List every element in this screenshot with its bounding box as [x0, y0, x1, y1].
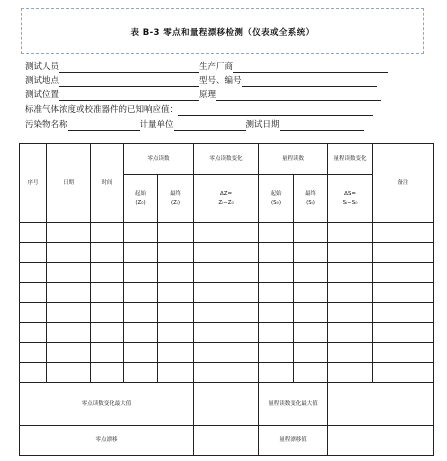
table-row — [20, 303, 434, 323]
table-cell[interactable] — [194, 263, 259, 283]
drift-table — [19, 143, 434, 456]
zero-drift-label: 零点漂移 — [20, 426, 194, 456]
table-cell[interactable] — [20, 243, 47, 263]
table-cell[interactable] — [328, 343, 373, 363]
zero-max-label: 零点读数变化最大值 — [20, 383, 194, 426]
remark-header: 备注 — [373, 144, 434, 223]
ds-formula-header — [328, 175, 373, 223]
table-cell[interactable] — [328, 223, 373, 243]
table-cell[interactable] — [47, 243, 91, 263]
info-row-3 — [25, 89, 381, 101]
date-label: 测试日期 — [245, 120, 280, 130]
table-cell[interactable] — [294, 283, 328, 303]
table-cell[interactable] — [194, 243, 259, 263]
table-cell[interactable] — [259, 323, 294, 343]
ds-formula: Sᵢ−S₀ — [342, 199, 358, 206]
date-field[interactable] — [280, 120, 364, 131]
table-cell[interactable] — [91, 303, 124, 323]
table-cell[interactable] — [158, 363, 194, 383]
dz-formula: Zᵢ−Z₀ — [218, 199, 234, 206]
table-cell[interactable] — [328, 323, 373, 343]
table-cell[interactable] — [158, 263, 194, 283]
table-cell[interactable] — [91, 343, 124, 363]
ds-label: ΔS= — [344, 190, 356, 197]
table-cell[interactable] — [194, 223, 259, 243]
table-cell[interactable] — [373, 303, 434, 323]
table-cell[interactable] — [20, 343, 47, 363]
table-cell[interactable] — [91, 243, 124, 263]
table-cell[interactable] — [194, 323, 259, 343]
table-cell[interactable] — [328, 263, 373, 283]
table-cell[interactable] — [20, 283, 47, 303]
dz-formula-header — [194, 175, 259, 223]
end-label: 最终 — [305, 190, 317, 197]
std-gas-label: 标准气体浓度或校准器件的已知响应值： — [25, 105, 179, 115]
principle-field[interactable] — [216, 90, 381, 101]
start-label: 起始 — [270, 190, 282, 197]
location-field[interactable] — [59, 76, 199, 87]
table-cell[interactable] — [124, 263, 158, 283]
table-cell[interactable] — [158, 303, 194, 323]
table-cell[interactable] — [158, 283, 194, 303]
table-cell[interactable] — [294, 343, 328, 363]
table-cell[interactable] — [194, 363, 259, 383]
table-cell[interactable] — [328, 363, 373, 383]
table-cell[interactable] — [373, 243, 434, 263]
span-max-value[interactable] — [328, 383, 434, 426]
tester-label: 测试人员 — [25, 62, 60, 72]
seq-header: 序号 — [20, 144, 47, 223]
manufacturer-field[interactable] — [233, 62, 388, 73]
table-cell[interactable] — [20, 263, 47, 283]
table-cell[interactable] — [294, 303, 328, 323]
principle-label: 原理 — [199, 90, 217, 100]
table-row — [20, 243, 434, 263]
table-cell[interactable] — [294, 223, 328, 243]
table-cell[interactable] — [259, 343, 294, 363]
table-cell[interactable] — [124, 343, 158, 363]
table-cell[interactable] — [194, 303, 259, 323]
table-cell[interactable] — [158, 323, 194, 343]
table-cell[interactable] — [373, 283, 434, 303]
table-cell[interactable] — [20, 323, 47, 343]
position-field[interactable] — [59, 90, 199, 101]
table-row — [20, 283, 434, 303]
table-cell[interactable] — [124, 243, 158, 263]
table-cell[interactable] — [47, 263, 91, 283]
start-label: 起始 — [134, 190, 146, 197]
date-header: 日期 — [47, 144, 91, 223]
table-cell[interactable] — [373, 363, 434, 383]
unit-label: 计量单位 — [139, 120, 174, 130]
zero-max-value[interactable] — [194, 383, 259, 426]
table-cell[interactable] — [194, 283, 259, 303]
table-cell[interactable] — [294, 323, 328, 343]
table-cell[interactable] — [20, 363, 47, 383]
span-reading-header: 量程读数 — [259, 144, 328, 175]
position-label: 测试位置 — [25, 90, 60, 100]
location-label: 测试地点 — [25, 76, 60, 86]
table-cell[interactable] — [259, 243, 294, 263]
manufacturer-label: 生产厂商 — [199, 62, 234, 72]
table-cell[interactable] — [47, 303, 91, 323]
table-cell[interactable] — [328, 283, 373, 303]
table-cell[interactable] — [20, 223, 47, 243]
dz-label: ΔZ= — [219, 190, 233, 197]
table-cell[interactable] — [91, 263, 124, 283]
zero-drift-value[interactable] — [194, 426, 259, 456]
table-cell[interactable] — [91, 323, 124, 343]
model-label: 型号、编号 — [199, 76, 242, 86]
table-row — [20, 323, 434, 343]
page-title: 表 B-3 零点和量程漂移检测（仪表或全系统） — [130, 28, 315, 38]
table-cell[interactable] — [124, 223, 158, 243]
tester-field[interactable] — [59, 62, 199, 73]
table-cell[interactable] — [194, 343, 259, 363]
table-cell[interactable] — [124, 323, 158, 343]
table-cell[interactable] — [373, 323, 434, 343]
pollutant-field[interactable] — [68, 120, 140, 131]
table-cell[interactable] — [124, 363, 158, 383]
pollutant-label: 污染物名称 — [25, 120, 68, 130]
table-cell[interactable] — [47, 283, 91, 303]
span-change-header: 量程读数变化 — [328, 144, 373, 175]
table-cell[interactable] — [124, 303, 158, 323]
std-gas-field[interactable] — [178, 105, 373, 116]
z0-label: (Z₀) — [135, 199, 146, 206]
table-cell[interactable] — [373, 223, 434, 243]
table-cell[interactable] — [259, 283, 294, 303]
zero-end-header — [158, 175, 194, 223]
table-cell[interactable] — [91, 283, 124, 303]
table-cell[interactable] — [373, 343, 434, 363]
table-cell[interactable] — [294, 363, 328, 383]
info-row-2 — [25, 75, 377, 87]
end-label: 最终 — [170, 190, 182, 197]
table-cell[interactable] — [47, 343, 91, 363]
table-cell[interactable] — [259, 223, 294, 243]
table-cell[interactable] — [158, 343, 194, 363]
span-end-header — [294, 175, 328, 223]
table-row — [20, 263, 434, 283]
table-cell[interactable] — [47, 223, 91, 243]
zero-reading-header: 零点读数 — [124, 144, 194, 175]
table-row — [20, 363, 434, 383]
si-label: (Sᵢ) — [306, 199, 315, 206]
table-cell[interactable] — [91, 363, 124, 383]
time-header: 时间 — [91, 144, 124, 223]
table-cell[interactable] — [124, 283, 158, 303]
table-cell[interactable] — [158, 223, 194, 243]
table-row — [20, 223, 434, 243]
zero-change-header: 零点读数变化 — [194, 144, 259, 175]
info-row-5 — [25, 119, 364, 131]
table-cell[interactable] — [20, 303, 47, 323]
s0-label: (S₀) — [271, 199, 282, 206]
unit-field[interactable] — [174, 120, 246, 131]
span-drift-value[interactable] — [328, 426, 434, 456]
table-cell[interactable] — [91, 223, 124, 243]
span-drift-label: 量程漂移值 — [259, 426, 328, 456]
table-cell[interactable] — [294, 243, 328, 263]
table-cell[interactable] — [47, 323, 91, 343]
table-row — [20, 343, 434, 363]
model-field[interactable] — [242, 76, 377, 87]
table-cell[interactable] — [259, 363, 294, 383]
zi-label: (Zᵢ) — [170, 199, 181, 206]
table-cell[interactable] — [328, 303, 373, 323]
table-cell[interactable] — [158, 243, 194, 263]
span-start-header — [259, 175, 294, 223]
span-max-label: 量程读数变化最大值 — [259, 383, 328, 426]
title-box — [21, 8, 424, 54]
table-cell[interactable] — [259, 263, 294, 283]
table-cell[interactable] — [259, 303, 294, 323]
info-row-4 — [25, 104, 373, 116]
info-row-1 — [25, 61, 388, 73]
table-cell[interactable] — [47, 363, 91, 383]
table-cell[interactable] — [294, 263, 328, 283]
zero-start-header — [124, 175, 158, 223]
table-cell[interactable] — [373, 263, 434, 283]
table-cell[interactable] — [328, 243, 373, 263]
